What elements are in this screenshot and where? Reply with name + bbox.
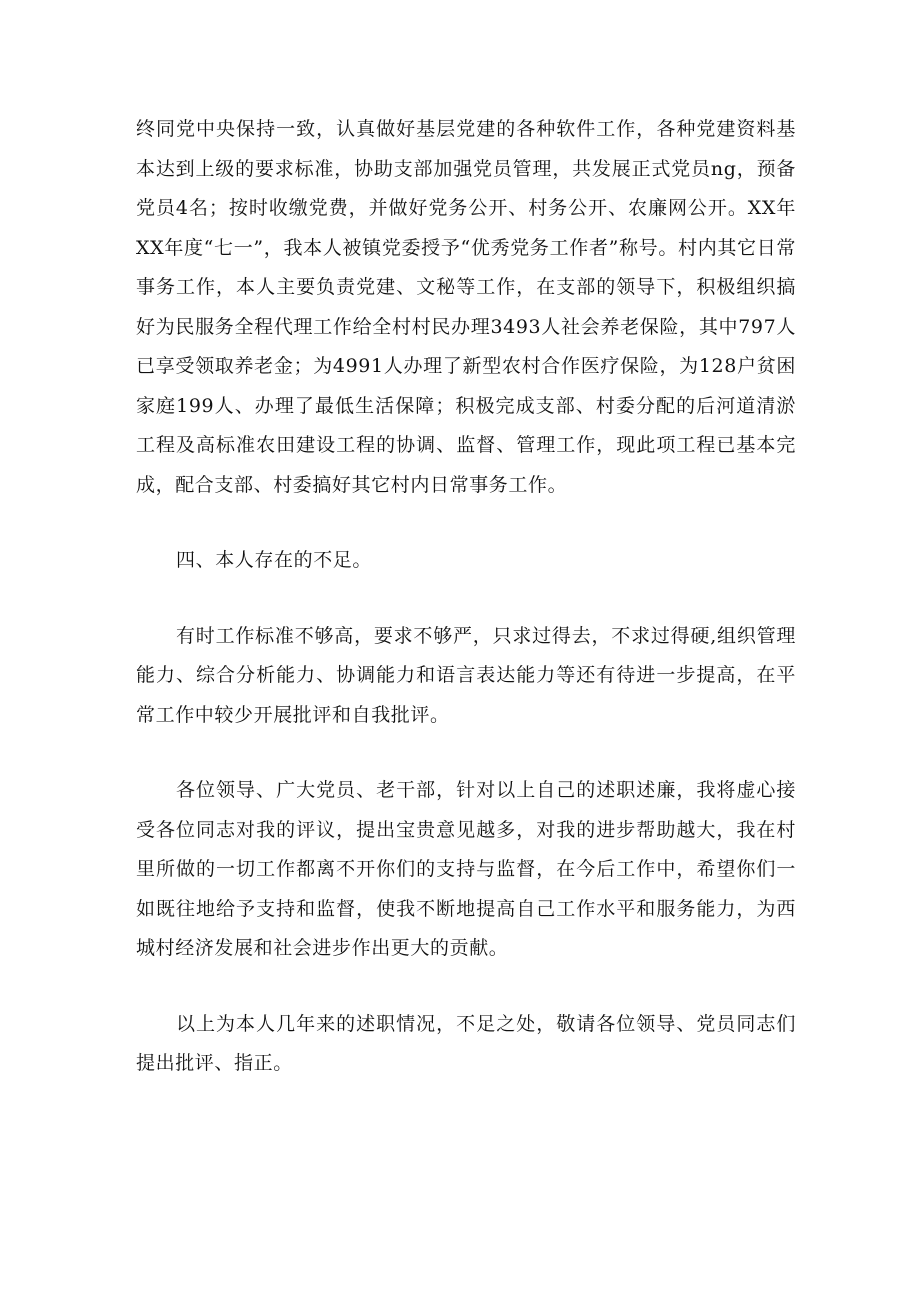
paragraph-party-work: 终同党中央保持一致，认真做好基层党建的各种软件工作，各种党建资料基本达到上级的要求标准，协助支部加强党员管理，共发展正式党员ng，预备党员4名；按时收缴党费，并做好党务公开、村务公开、农廉网公开。XX年XX年度“七一”，我本人被镇党委授予“优秀党务工作者”称号。村内其它日常事务工作，本人主要负责党建、文秘等工作，在支部的领导下，积极组织搞好为民服务全程代理工作给全村村民办理3493人社会养老保险，其中797人已享受领取养老金；为4991人办理了新型农村合作医疗保险，为128户贫困家庭199人、办理了最低生活保障；积极完成支部、村委分配的后河道清淤工程及高标准农田建设工程的协调、监督、管理工作，现此项工程已基本完成，配合支部、村委搞好其它村内日常事务工作。	[136, 118, 796, 496]
paragraph-closing: 以上为本人几年来的述职情况，不足之处，敬请各位领导、党员同志们提出批评、指正。	[136, 1012, 796, 1074]
paragraph-shortcomings: 有时工作标准不够高，要求不够严，只求过得去，不求过得硬,组织管理能力、综合分析能力、协调能力和语言表达能力等还有待进一步提高，在平常工作中较少开展批评和自我批评。	[136, 624, 796, 726]
section-heading-shortcomings: 四、本人存在的不足。	[176, 549, 373, 571]
paragraph-acceptance: 各位领导、广大党员、老干部，针对以上自己的述职述廉，我将虚心接受各位同志对我的评议，提出宝贵意见越多，对我的进步帮助越大，我在村里所做的一切工作都离不开你们的支持与监督，在今后工作中，希望你们一如既往地给予支持和监督，使我不断地提高自己工作水平和服务能力，为西城村经济发展和社会进步作出更大的贡献。	[136, 779, 796, 959]
document-body	[136, 110, 796, 1120]
